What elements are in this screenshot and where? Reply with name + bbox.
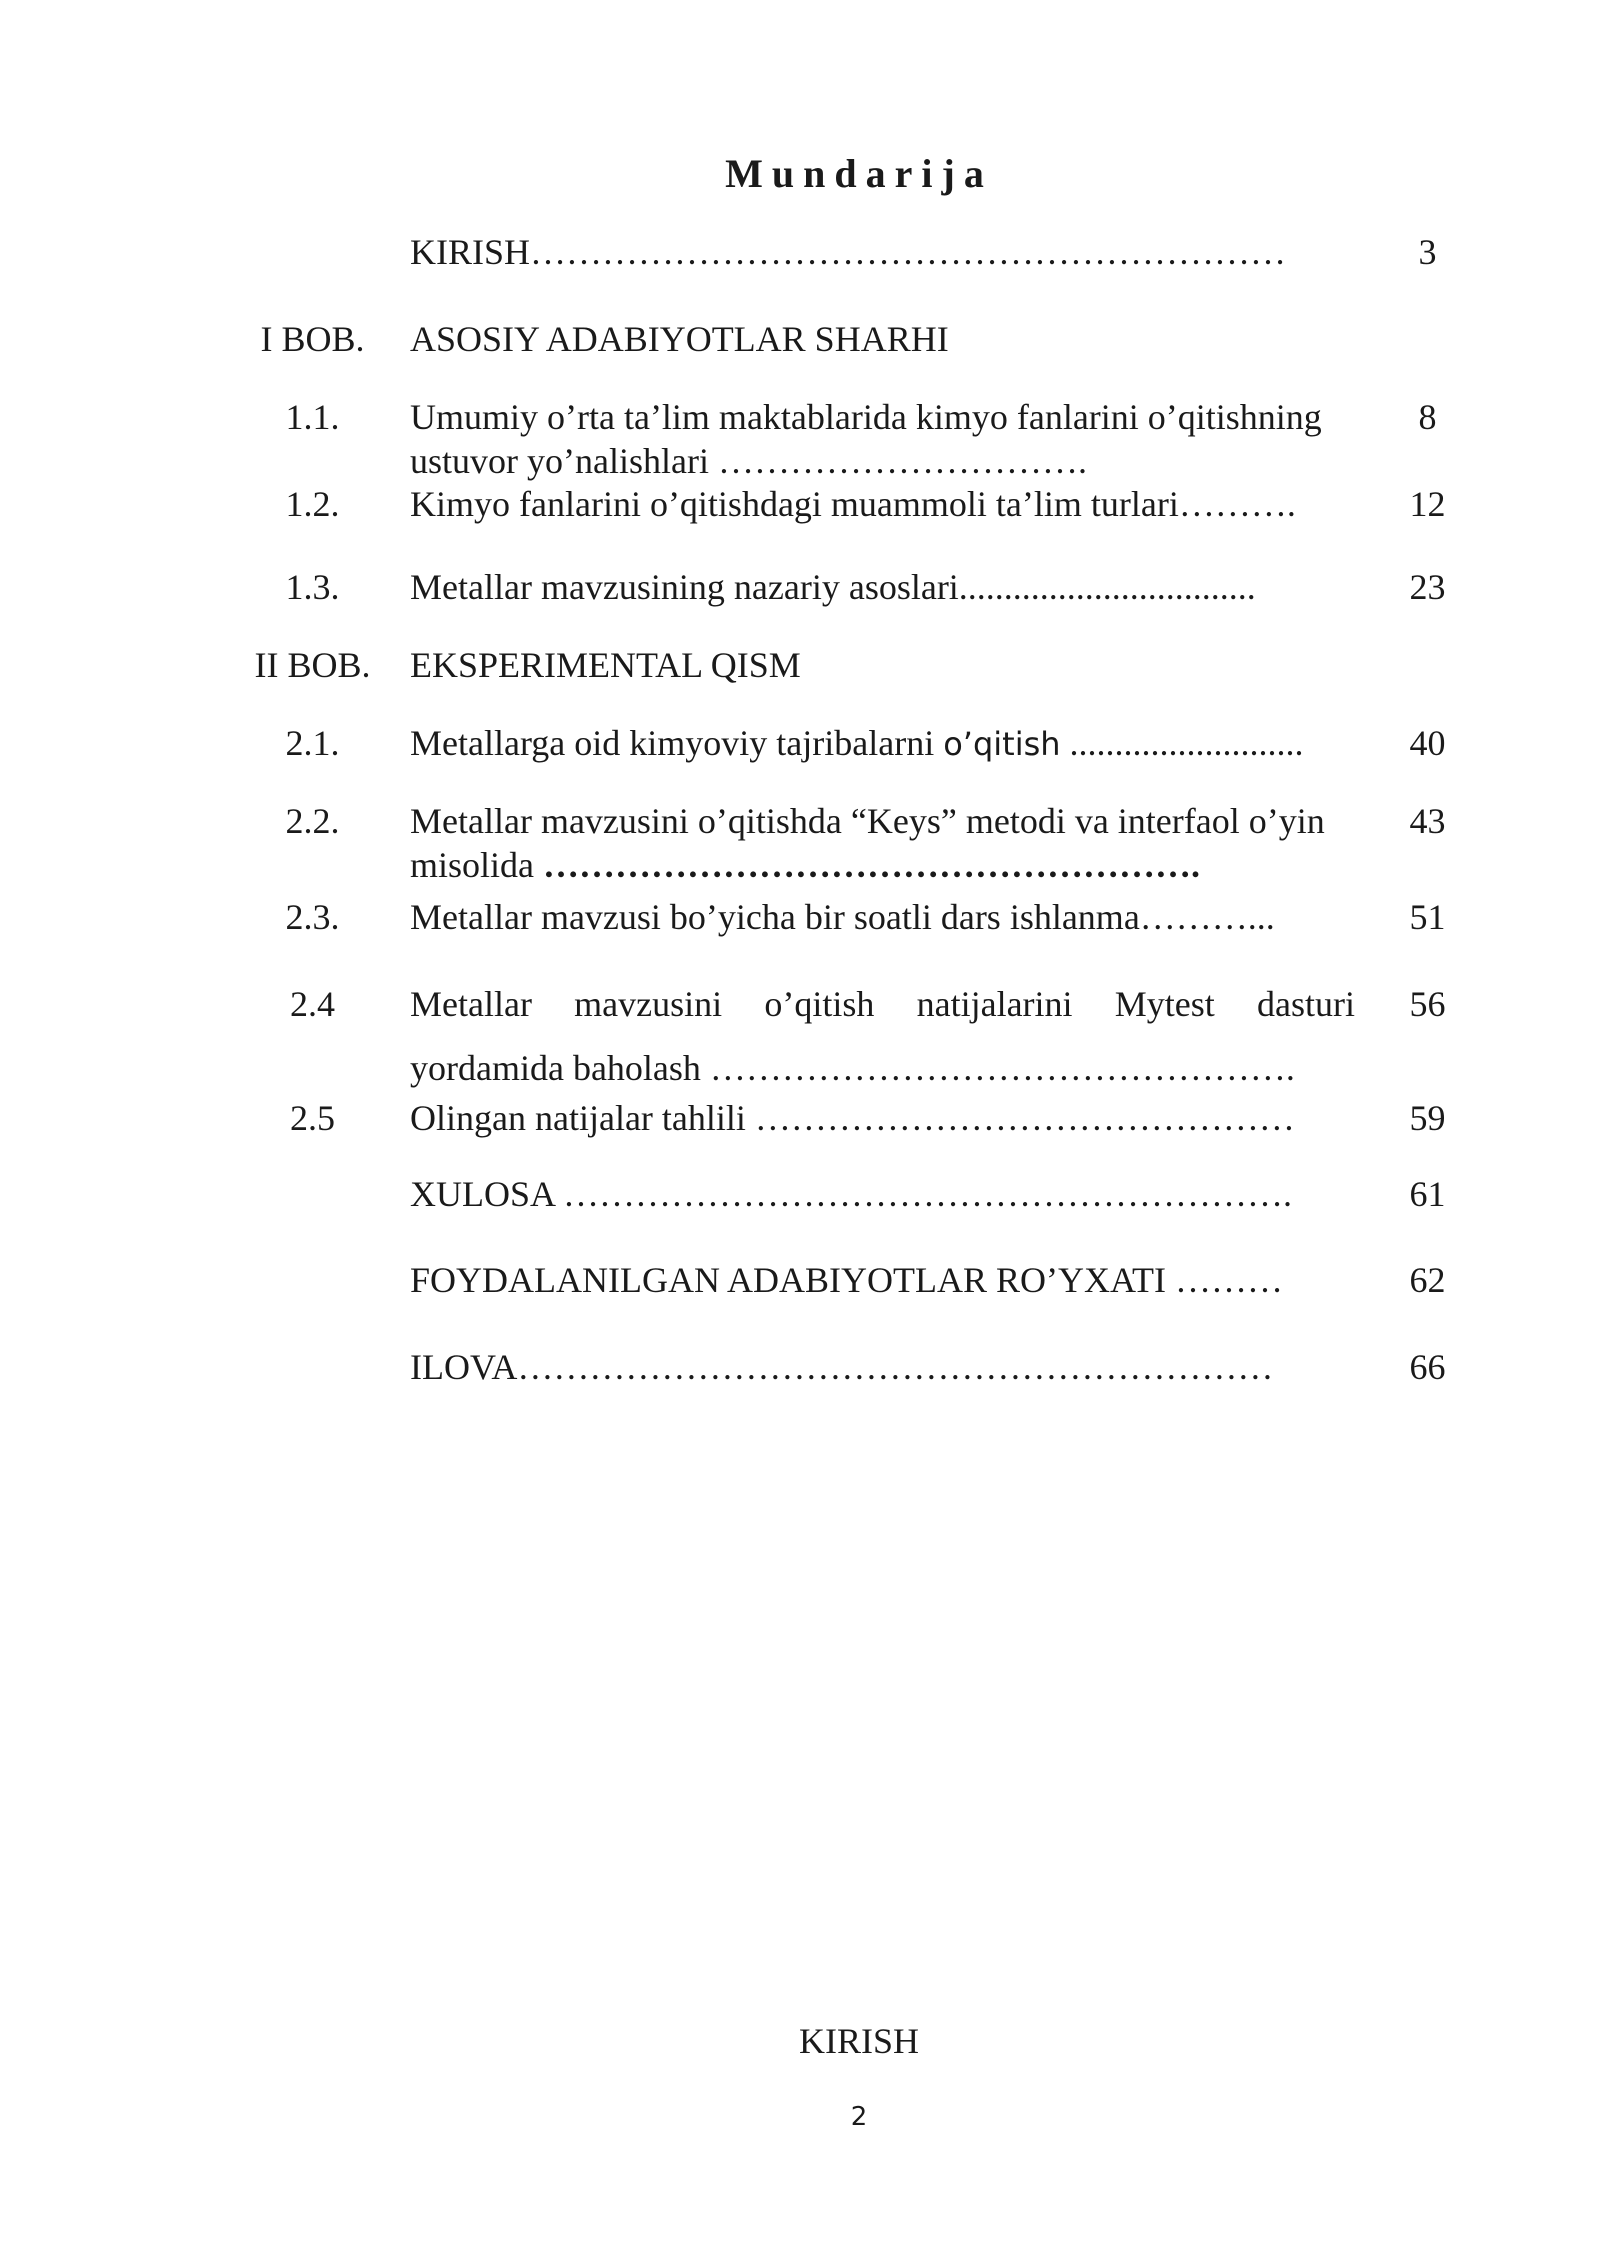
toc-entry-number: 1.3. bbox=[285, 567, 340, 607]
toc-entry-number: 2.5 bbox=[290, 1098, 335, 1138]
toc-entry-page: 56 bbox=[1409, 984, 1446, 1024]
toc-entry-page: 43 bbox=[1409, 801, 1446, 841]
next-section-heading: KIRISH bbox=[798, 2021, 919, 2061]
toc-entry-page: 3 bbox=[1418, 232, 1437, 272]
toc-chapter-number: I BOB. bbox=[260, 319, 365, 359]
toc-entry-page: 61 bbox=[1409, 1174, 1446, 1214]
toc-chapter-number: II BOB. bbox=[254, 645, 371, 685]
toc-entry-title-line2: ustuvor yo’nalishlari …………………………. bbox=[410, 441, 1087, 481]
toc-entry-title-main: Metallarga oid kimyoviy tajribalarni bbox=[410, 723, 944, 763]
toc-entry-title-line2: misolida bbox=[410, 845, 543, 885]
toc-entry-number: 1.1. bbox=[285, 397, 340, 437]
toc-entry-title: Metallar mavzusining nazariy asoslari................................. bbox=[410, 567, 1256, 607]
toc-entry-number: 2.4 bbox=[290, 984, 335, 1024]
toc-entry-title-dots: .......................... bbox=[1060, 723, 1304, 763]
toc-entry-title: KIRISH……………………………………………………… bbox=[410, 232, 1287, 272]
toc-entry-page: 66 bbox=[1409, 1347, 1446, 1387]
toc-entry-page: 12 bbox=[1409, 484, 1446, 524]
toc-entry-title-line2: yordamida baholash …………………………………………. bbox=[410, 1048, 1295, 1088]
toc-entry-title: Kimyo fanlarini o’qitishdagi muammoli ta’lim turlari………. bbox=[410, 484, 1296, 524]
toc-entry-title-line1: Metallar mavzusini o’qitish natijalarini Mytest dasturi bbox=[410, 984, 1355, 1024]
toc-entry-title: Olingan natijalar tahlili ……………………………………… bbox=[410, 1098, 1295, 1138]
toc-entry-number: 2.3. bbox=[285, 897, 340, 937]
toc-entry-number: 2.2. bbox=[285, 801, 340, 841]
toc-entry-page: 40 bbox=[1409, 723, 1446, 763]
toc-entry-page: 59 bbox=[1409, 1098, 1446, 1138]
toc-entry-page: 51 bbox=[1409, 897, 1446, 937]
toc-entry-page: 62 bbox=[1409, 1260, 1446, 1300]
toc-entry-title bbox=[410, 972, 1355, 1100]
toc-entry-title: Metallar mavzusi bo’yicha bir soatli dars ishlanma………... bbox=[410, 897, 1275, 937]
toc-entry-title-line1: Metallar mavzusini o’qitishda “Keys” metodi va interfaol o’yin bbox=[410, 801, 1325, 841]
toc-entry-title-sans: o’qitish bbox=[943, 725, 1061, 763]
toc-heading: Mundarija bbox=[725, 151, 993, 196]
toc-entry-title bbox=[410, 721, 1355, 766]
toc-entry-number: 1.2. bbox=[285, 484, 340, 524]
toc-chapter-title: ASOSIY ADABIYOTLAR SHARHI bbox=[410, 319, 949, 359]
toc-entry-title-dots: ………………………………………………. bbox=[543, 845, 1200, 885]
toc-entry-page: 8 bbox=[1418, 397, 1437, 437]
toc-entry-title: FOYDALANILGAN ADABIYOTLAR RO’YXATI ……… bbox=[410, 1260, 1283, 1300]
toc-entry-title-line1: Umumiy o’rta ta’lim maktablarida kimyo fanlarini o’qitishning bbox=[410, 397, 1322, 437]
toc-chapter-title: EKSPERIMENTAL QISM bbox=[410, 645, 801, 685]
toc-entry-number: 2.1. bbox=[285, 723, 340, 763]
toc-entry-title: XULOSA ……………………………………………………. bbox=[410, 1174, 1293, 1214]
toc-entry-page: 23 bbox=[1409, 567, 1446, 607]
page-number: 2 bbox=[850, 2102, 868, 2132]
toc-entry-title bbox=[410, 799, 1355, 887]
toc-entry-title: ILOVA……………………………………………………… bbox=[410, 1347, 1274, 1387]
toc-entry-title bbox=[410, 395, 1355, 483]
